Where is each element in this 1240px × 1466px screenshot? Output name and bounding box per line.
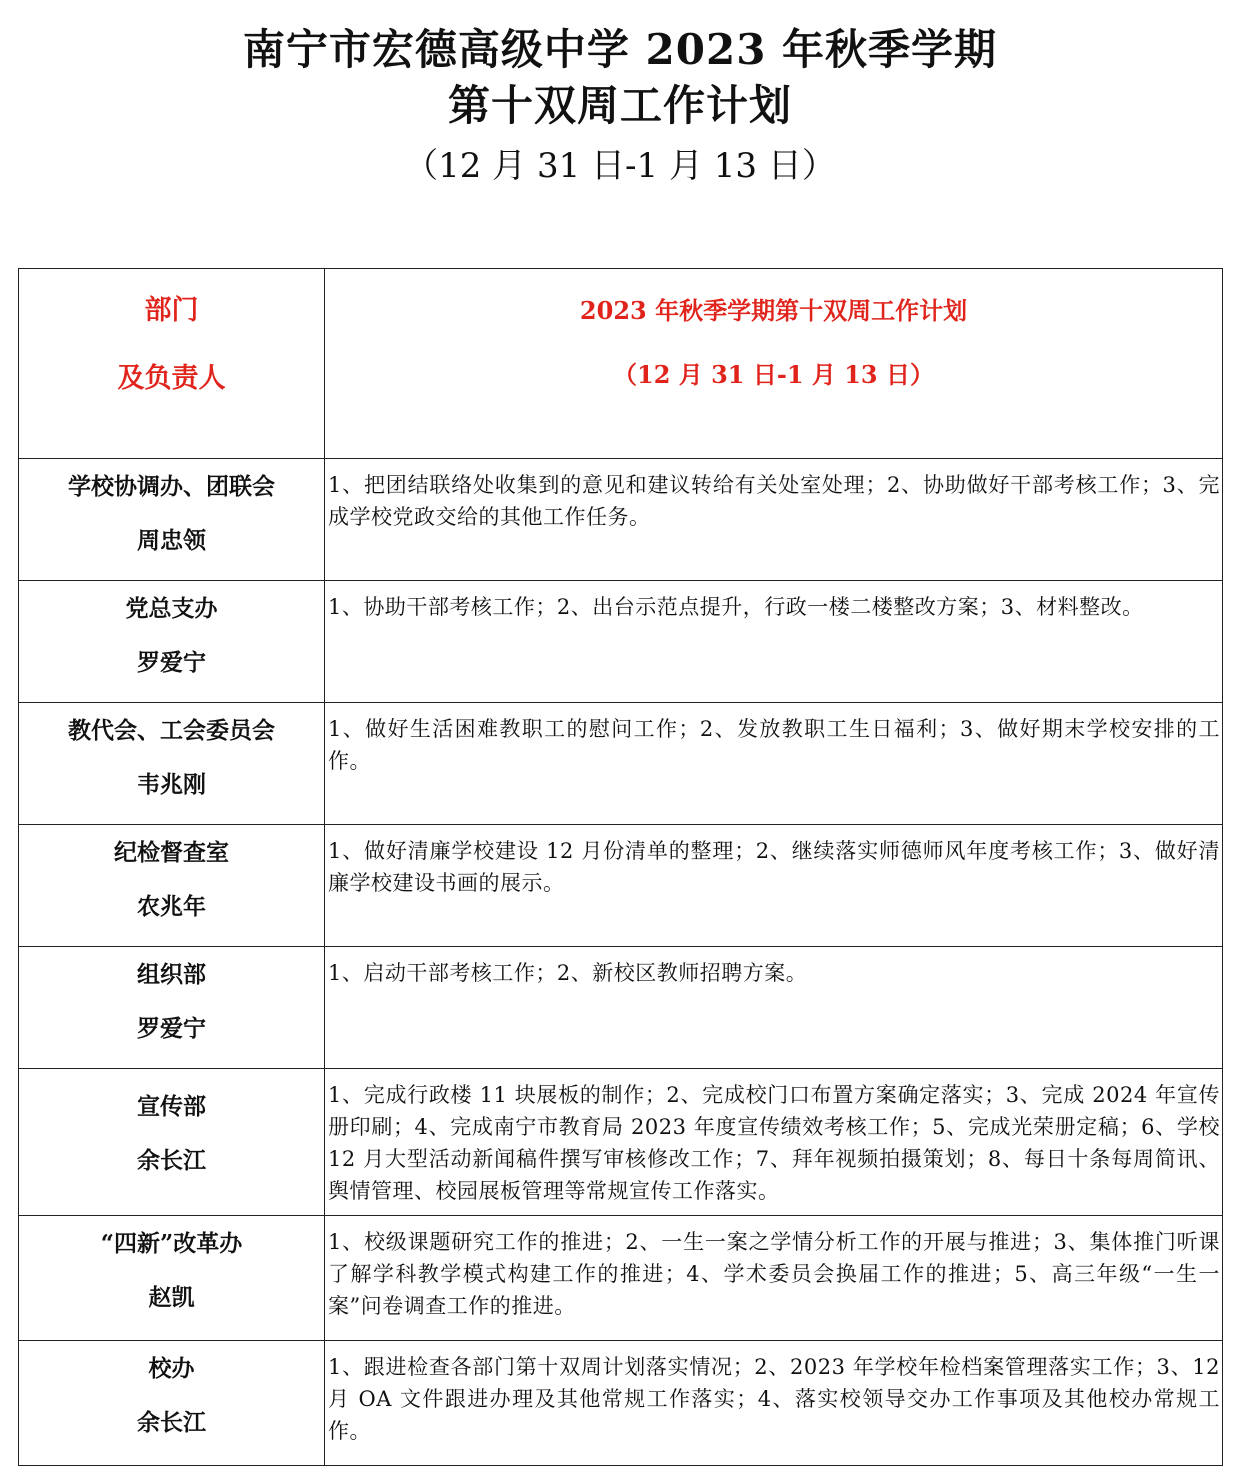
table-row (19, 1069, 1223, 1216)
dept-person: 赵凯 (148, 1284, 195, 1311)
table-row (19, 1216, 1223, 1341)
document-title-block (0, 22, 1240, 194)
dept-name: 校办 (148, 1355, 195, 1382)
table-row (19, 459, 1223, 581)
plan-cell: 1、完成行政楼 11 块展板的制作；2、完成校门口布置方案确定落实；3、完成 2024 年宣传册印刷；4、完成南宁市教育局 2023 年度宣传绩效考核工作；5、完成光荣册定稿；6、学校 12 月大型活动新闻稿件撰写审核修改工作；7、拜年视频拍摄策划；8、每日十条每周简讯、舆情管理、校园展板管理等常规宣传工作落实。 (325, 1069, 1223, 1216)
table-row (19, 581, 1223, 703)
header-dept-label: 部门 (144, 295, 199, 326)
plan-cell: 1、把团结联络处收集到的意见和建议转给有关处室处理；2、协助做好干部考核工作；3、完成学校党政交给的其他工作任务。 (325, 459, 1223, 581)
dept-cell (19, 825, 325, 947)
dept-person: 罗爱宁 (137, 1015, 206, 1042)
dept-name: 纪检督查室 (114, 839, 229, 866)
table-row (19, 703, 1223, 825)
dept-name: 学校协调办、团联会 (68, 473, 275, 500)
dept-name: 组织部 (137, 961, 206, 988)
table-row (19, 825, 1223, 947)
plan-cell: 1、启动干部考核工作；2、新校区教师招聘方案。 (325, 947, 1223, 1069)
dept-cell (19, 1069, 325, 1216)
document-title-line2: 第十双周工作计划 (447, 81, 792, 130)
header-plan-dates: （12 月 31 日-1 月 13 日） (613, 360, 934, 389)
dept-cell (19, 947, 325, 1069)
dept-name: 党总支办 (125, 595, 218, 622)
document-title-line1: 南宁市宏德高级中学 2023 年秋季学期 (242, 25, 998, 74)
dept-cell (19, 703, 325, 825)
dept-cell (19, 1341, 325, 1466)
header-plan-title: 2023 年秋季学期第十双周工作计划 (579, 296, 968, 325)
dept-person: 韦兆刚 (137, 771, 206, 798)
header-person-label: 及负责人 (117, 363, 226, 394)
table-row (19, 947, 1223, 1069)
plan-cell: 1、做好清廉学校建设 12 月份清单的整理；2、继续落实师德师风年度考核工作；3、做好清廉学校建设书画的展示。 (325, 825, 1223, 947)
header-plan-cell (325, 269, 1223, 459)
dept-person: 农兆年 (137, 893, 206, 920)
dept-cell (19, 581, 325, 703)
dept-name: 教代会、工会委员会 (68, 717, 275, 744)
header-dept-cell (19, 269, 325, 459)
dept-person: 周忠领 (137, 527, 206, 554)
table-row (19, 1341, 1223, 1466)
dept-cell (19, 1216, 325, 1341)
dept-person: 余长江 (137, 1409, 206, 1436)
plan-cell: 1、校级课题研究工作的推进；2、一生一案之学情分析工作的开展与推进；3、集体推门听课了解学科教学模式构建工作的推进；4、学术委员会换届工作的推进；5、高三年级“一生一案”问卷调查工作的推进。 (325, 1216, 1223, 1341)
dept-name: 宣传部 (137, 1093, 206, 1120)
table-header-row (19, 269, 1223, 459)
document-date-range: （12 月 31 日-1 月 13 日） (404, 146, 836, 186)
plan-cell: 1、协助干部考核工作；2、出台示范点提升，行政一楼二楼整改方案；3、材料整改。 (325, 581, 1223, 703)
dept-cell (19, 459, 325, 581)
plan-cell: 1、做好生活困难教职工的慰问工作；2、发放教职工生日福利；3、做好期末学校安排的工作。 (325, 703, 1223, 825)
dept-person: 余长江 (137, 1147, 206, 1174)
plan-cell: 1、跟进检查各部门第十双周计划落实情况；2、2023 年学校年检档案管理落实工作；3、12 月 OA 文件跟进办理及其他常规工作落实；4、落实校领导交办工作事项及其他校办常规工作。 (325, 1341, 1223, 1466)
dept-person: 罗爱宁 (137, 649, 206, 676)
work-plan-table (18, 268, 1223, 1466)
dept-name: “四新”改革办 (100, 1230, 243, 1257)
